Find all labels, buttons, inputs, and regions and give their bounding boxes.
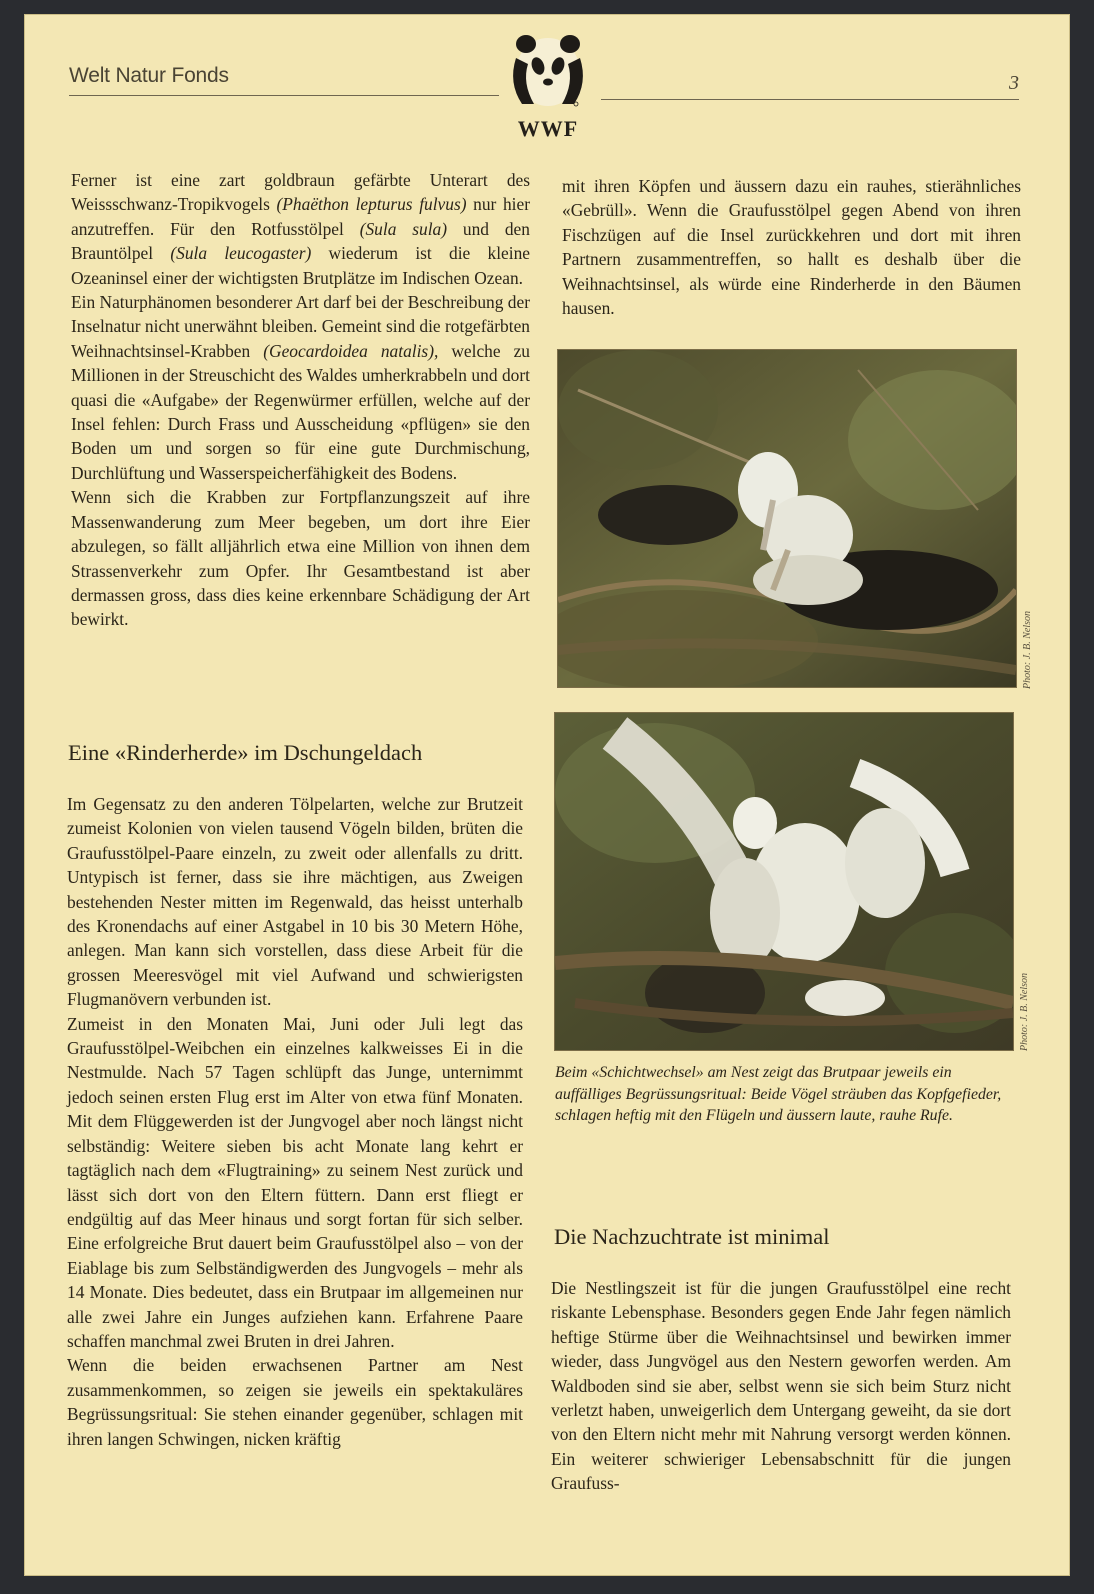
header-rule-left	[69, 95, 499, 96]
wwf-panda-logo-icon	[508, 28, 588, 108]
wwf-logo-text: WWF	[517, 116, 579, 141]
photo-greeting-ritual	[555, 713, 1013, 1050]
document-page	[24, 14, 1070, 1576]
right-top-text	[562, 174, 1021, 320]
brand-name: Welt Natur Fonds	[69, 64, 229, 87]
right-bottom-text	[551, 1276, 1011, 1496]
section-heading-rinderherde: Eine «Rinderherde» im Dschungeldach	[68, 740, 423, 765]
paragraph: Wenn die beiden erwachsenen Partner am Nest zusammenkommen, so zeigen sie jeweils ein spektakuläres Begrüssungsritual: Sie stehen einander gegenüber, schlagen mit ihren langen Schwingen, nicken kräftig	[67, 1355, 523, 1449]
photo-credit: Photo: J. B. Nelson	[1019, 972, 1030, 1051]
paragraph: Ferner ist eine zart goldbraun gefärbte Unterart des Weissschwanz-Tropikvogels (Phaëthon lepturus fulvus) nur hier anzutreffen. Für den Rotfusstölpel (Sula sula) und den Brauntölpel (Sula leucogaster) wiederum ist die kleine Ozeaninsel einer der wichtigsten Brutplätze im Indischen Ozean.	[71, 170, 531, 288]
left-intro-text	[71, 168, 530, 632]
paragraph: Die Nestlingszeit ist für die jungen Graufusstölpel eine recht riskante Lebensphase. Besonders gegen Ende Jahr fegen nämlich heftige Stürme über die Weihnachtsinsel und bewirken immer wieder, dass Jungvögel aus den Nestern geworfen werden. Am Waldboden sind sie aber, selbst wenn sie sich beim Sturz nicht verletzt haben, unweigerlich dem Untergang geweiht, da sie dort von den Eltern nicht mehr mit Nahrung versorgt werden können. Ein weiterer schwieriger Lebensabschnitt für die jungen Graufuss-	[551, 1278, 1011, 1494]
paragraph: Zumeist in den Monaten Mai, Juni oder Juli legt das Graufusstölpel-Weibchen ein einzelnes kalkweisses Ei in die Nestmulde. Nach 57 Tagen schlüpft das Junge, unternimmt jedoch seinen ersten Flug erst im Alter von etwa fünf Monaten. Mit dem Flüggewerden ist der Jungvogel aber noch längst nicht selbständig: Weitere sieben bis acht Monate lang kehrt er tagtäglich nach dem «Flugtraining» zu seinem Nest zurück und lässt sich dort von den Eltern füttern. Dann erst fliegt er endgültig auf das Meer hinaus und sorgt fortan für sich selber. Eine erfolgreiche Brut dauert beim Graufusstölpel also – von der Eiablage bis zum Selbständigwerden des Jungvogels – mehr als 14 Monate. Dies bedeutet, dass ein Brutpaar im allgemeinen nur alle zwei Jahre ein Junges aufziehen kann. Erfahrene Paare schaffen manchmal zwei Bruten in drei Jahren.	[67, 1013, 523, 1351]
left-section-text	[67, 792, 523, 1451]
paragraph: Im Gegensatz zu den anderen Tölpelarten, welche zur Brutzeit zumeist Kolonien von vielen tausend Vögeln bilden, brüten die Graufusstölpel-Paare einzeln, zu zweit oder allenfalls zu dritt. Untypisch ist ferner, dass sie ihre mächtigen, aus Zweigen bestehenden Nester mitten im Regenwald, das heisst unterhalb des Kronendachs auf einer Astgabel in 10 bis 30 Metern Höhe, anlegen. Man kann sich vorstellen, dass diese Arbeit für die grossen Meeresvögel mit viel Aufwand und schwierigsten Flugmanövern verbunden ist.	[67, 794, 523, 1010]
paragraph: Ein Naturphänomen besonderer Art darf bei der Beschreibung der Inselnatur nicht unerwähnt bleiben. Gemeint sind die rotgefärbten Weihnachtsinsel-Krabben (Geocardoidea natalis), welche zu Millionen in der Streuschicht des Waldes umherkrabbeln und dort quasi die «Aufgabe» der Regenwürmer erfüllen, welche auf der Insel fehlen: Durch Frass und Ausscheidung «pflügen» sie den Boden um und sorgen so für eine gute Durchmischung, Durchlüftung und Wasserspeicherfähigkeit des Bodens.	[71, 292, 531, 483]
page-number: 3	[1009, 72, 1019, 94]
header-rule-right	[601, 99, 1019, 100]
photo-caption: Beim «Schichtwechsel» am Nest zeigt das Brutpaar jeweils ein auffälliges Begrüssungsritual: Beide Vögel sträuben das Kopfgefieder, schlagen heftig mit den Flügeln und äussern laute, rauhe Rufe.	[555, 1064, 1002, 1125]
photo-nesting-boobies	[558, 350, 1016, 687]
photo-credit: Photo: J. B. Nelson	[1022, 610, 1033, 689]
paragraph: Wenn sich die Krabben zur Fortpflanzungszeit auf ihre Massenwanderung zum Meer begeben, um dort ihre Eier abzulegen, so fällt alljährlich etwa eine Million von ihnen dem Strassenverkehr zum Opfer. Ihr Gesamtbestand ist aber dermassen gross, dass dies keine erkennbare Schädigung der Art bewirkt.	[71, 487, 530, 630]
paragraph: mit ihren Köpfen und äussern dazu ein rauhes, stierähnliches «Gebrüll». Wenn die Graufusstölpel gegen Abend von ihren Fischzügen auf die Insel zurückkehren und dort mit ihren Partnern zusammentreffen, so hallt es deshalb über die Weihnachtsinsel, als würde eine Rinderherde in den Bäumen hausen.	[562, 176, 1021, 319]
section-heading-nachzuchtrate: Die Nachzuchtrate ist minimal	[554, 1224, 830, 1249]
